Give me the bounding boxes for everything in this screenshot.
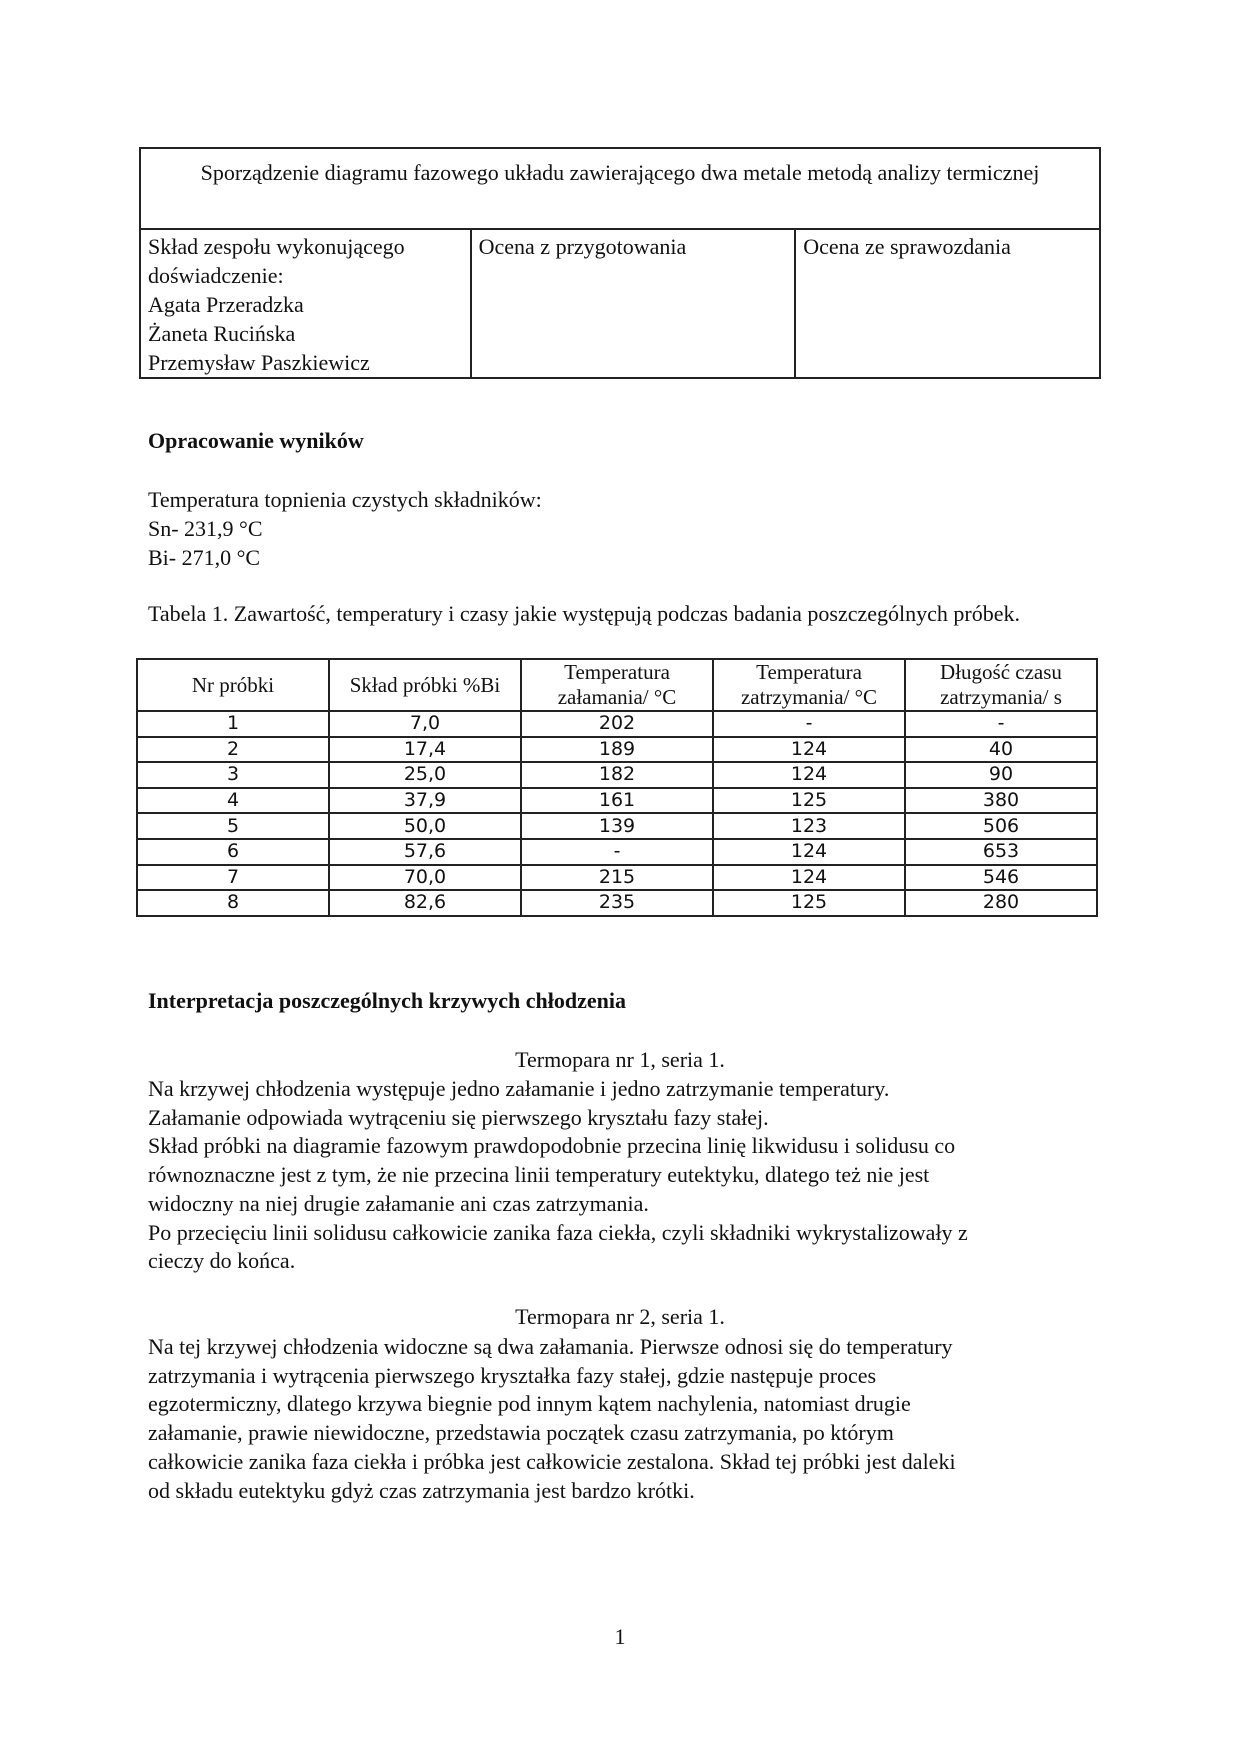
table-cell: 506 — [905, 813, 1097, 839]
table-cell: 124 — [713, 762, 905, 788]
team-member: Żaneta Rucińska — [148, 321, 296, 346]
table-cell: 125 — [713, 890, 905, 916]
column-header: Temperatura załamania/ °C — [521, 659, 713, 711]
text-line: Załamanie odpowiada wytrąceniu się pierwszego kryształu fazy stałej. — [148, 1104, 769, 1130]
table-row — [137, 865, 1097, 891]
table-cell: 17,4 — [329, 737, 521, 763]
table-cell: 125 — [713, 788, 905, 814]
text-line: całkowicie zanika faza ciekła i próbka jest całkowicie zestalona. Skład tej próbki jest daleki — [148, 1448, 956, 1474]
table-cell: 124 — [713, 865, 905, 891]
text-line: Na tej krzywej chłodzenia widoczne są dwa załamania. Pierwsze odnosi się do temperatury — [148, 1334, 953, 1359]
team-member: Przemysław Paszkiewicz — [148, 350, 370, 375]
table-cell: 1 — [137, 711, 329, 737]
table-cell: 90 — [905, 762, 1097, 788]
table-row — [137, 813, 1097, 839]
table-cell: - — [521, 839, 713, 865]
table-row — [137, 711, 1097, 737]
results-heading: Opracowanie wyników — [148, 428, 364, 453]
table-cell: 2 — [137, 737, 329, 763]
bi-melting-point: Bi- 271,0 °C — [148, 545, 261, 570]
table-cell: 215 — [521, 865, 713, 891]
text-line: od składu eutektyku gdyż czas zatrzymania jest bardzo krótki. — [148, 1477, 695, 1503]
column-header: Nr próbki — [137, 659, 329, 711]
team-label: Skład zespołu wykonującego doświadczenie: — [148, 234, 405, 288]
table-cell: 546 — [905, 865, 1097, 891]
table-row — [137, 762, 1097, 788]
table-row — [137, 839, 1097, 865]
team-cell — [140, 229, 471, 378]
thermocouple-2-text — [148, 1333, 1088, 1505]
text-line: widoczny na niej drugie załamanie ani czas zatrzymania. — [148, 1190, 649, 1216]
text-line: Po przecięciu linii solidusu całkowicie zanika faza ciekła, czyli składniki wykrystalizowały z — [148, 1219, 968, 1245]
sn-melting-point: Sn- 231,9 °C — [148, 516, 263, 541]
table-body — [137, 711, 1097, 916]
thermocouple-1-text — [148, 1075, 1088, 1276]
table-cell: 6 — [137, 839, 329, 865]
grade-prep-cell: Ocena z przygotowania — [471, 229, 796, 378]
table-caption: Tabela 1. Zawartość, temperatury i czasy jakie występują podczas badania poszczególnych próbek. — [148, 601, 1020, 626]
table-row — [137, 890, 1097, 916]
results-table — [136, 658, 1098, 917]
table-cell: 189 — [521, 737, 713, 763]
table-cell: 3 — [137, 762, 329, 788]
column-header: Skład próbki %Bi — [329, 659, 521, 711]
text-line: równoznaczne jest z tym, że nie przecina linii temperatury eutektyku, dlatego też nie jest — [148, 1162, 930, 1188]
column-header: Długość czasu zatrzymania/ s — [905, 659, 1097, 711]
text-line: egzotermiczny, dlatego krzywa biegnie pod innym kątem nachylenia, natomiast drugie — [148, 1391, 911, 1417]
table-cell: 57,6 — [329, 839, 521, 865]
table-cell: 235 — [521, 890, 713, 916]
table-row — [137, 737, 1097, 763]
table-cell: 82,6 — [329, 890, 521, 916]
table-cell: 4 — [137, 788, 329, 814]
table-cell: 182 — [521, 762, 713, 788]
header-table — [139, 147, 1101, 379]
table-cell: 8 — [137, 890, 329, 916]
page-number: 1 — [614, 1624, 626, 1649]
table-cell: - — [905, 711, 1097, 737]
grade-report-cell: Ocena ze sprawozdania — [795, 229, 1100, 378]
melting-intro: Temperatura topnienia czystych składników: — [148, 487, 542, 512]
table-cell: 380 — [905, 788, 1097, 814]
text-line: Na krzywej chłodzenia występuje jedno załamanie i jedno zatrzymanie temperatury. — [148, 1076, 890, 1101]
report-title: Sporządzenie diagramu fazowego układu zawierającego dwa metale metodą analizy termicznej — [140, 148, 1100, 229]
table-cell: 653 — [905, 839, 1097, 865]
text-line: załamanie, prawie niewidoczne, przedstawia początek czasu zatrzymania, po którym — [148, 1420, 894, 1446]
table-row — [137, 788, 1097, 814]
table-cell: 123 — [713, 813, 905, 839]
interpretation-heading: Interpretacja poszczególnych krzywych chłodzenia — [148, 988, 627, 1013]
table-cell: 25,0 — [329, 762, 521, 788]
thermocouple-1-title: Termopara nr 1, seria 1. — [515, 1047, 725, 1072]
table-cell: 124 — [713, 839, 905, 865]
text-line: zatrzymania i wytrącenia pierwszego kryształka fazy stałej, gdzie następuje proces — [148, 1362, 877, 1388]
text-line: cieczy do końca. — [148, 1248, 296, 1274]
table-cell: 7,0 — [329, 711, 521, 737]
table-cell: 139 — [521, 813, 713, 839]
text-line: Skład próbki na diagramie fazowym prawdopodobnie przecina linię likwidusu i solidusu co — [148, 1133, 956, 1159]
table-cell: 5 — [137, 813, 329, 839]
table-cell: 70,0 — [329, 865, 521, 891]
table-cell: 50,0 — [329, 813, 521, 839]
table-cell: 40 — [905, 737, 1097, 763]
table-cell: 202 — [521, 711, 713, 737]
table-cell: 280 — [905, 890, 1097, 916]
table-cell: 124 — [713, 737, 905, 763]
table-cell: 37,9 — [329, 788, 521, 814]
table-cell: 161 — [521, 788, 713, 814]
table-cell: 7 — [137, 865, 329, 891]
column-header: Temperatura zatrzymania/ °C — [713, 659, 905, 711]
team-member: Agata Przeradzka — [148, 292, 304, 317]
table-cell: - — [713, 711, 905, 737]
thermocouple-2-title: Termopara nr 2, seria 1. — [515, 1304, 725, 1329]
table-header-row — [137, 659, 1097, 711]
